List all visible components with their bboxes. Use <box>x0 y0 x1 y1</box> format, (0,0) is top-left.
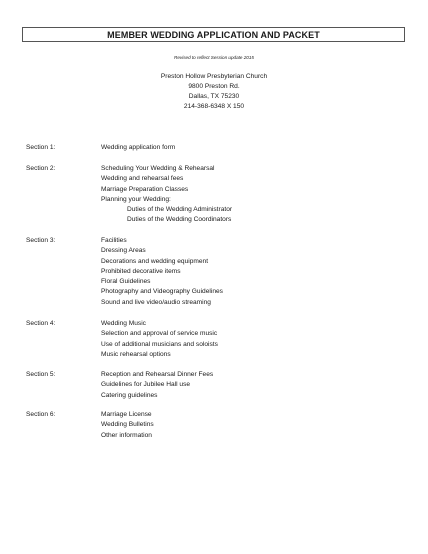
section-item: Dressing Areas <box>101 247 146 255</box>
section-item: Prohibited decorative items <box>101 267 181 275</box>
section-item: Other information <box>101 431 152 439</box>
section-item: Wedding Bulletins <box>101 421 154 429</box>
section-label: Section 3: <box>26 237 56 244</box>
section-item: Sound and live video/audio streaming <box>101 298 211 306</box>
church-street: 9800 Preston Rd. <box>188 83 240 90</box>
document-title-text: MEMBER WEDDING APPLICATION AND PACKET <box>107 29 320 40</box>
section-item: Facilities <box>101 237 127 244</box>
section-item: Wedding and rehearsal fees <box>101 175 184 183</box>
section-item: Marriage Preparation Classes <box>101 185 189 193</box>
section-label: Section 5: <box>26 371 56 378</box>
section-items <box>101 164 232 226</box>
section-item: Decorations and wedding equipment <box>101 257 209 265</box>
church-phone: 214-368-6348 X 150 <box>183 103 245 110</box>
section-item: Planning your Wedding: <box>101 195 171 203</box>
church-city: Dallas, TX 75230 <box>188 93 240 100</box>
section-items <box>101 410 154 441</box>
section-items <box>101 236 223 308</box>
section-item: Floral Guidelines <box>101 278 151 286</box>
section-item: Catering guidelines <box>101 391 158 399</box>
section-item: Photography and Videography Guidelines <box>101 288 223 296</box>
section-item: Use of additional musicians and soloists <box>101 340 218 348</box>
section-items <box>101 370 213 401</box>
section-label: Section 6: <box>26 411 56 418</box>
section-item: Reception and Rehearsal Dinner Fees <box>101 371 214 378</box>
section-item: Guidelines for Jubilee Hall use <box>101 381 191 389</box>
church-name: Preston Hollow Presbyterian Church <box>160 73 268 80</box>
section-item: Selection and approval of service music <box>101 330 218 338</box>
section-item: Marriage License <box>101 411 152 418</box>
revised-note: Revised to reflect Session update 2015 <box>174 55 254 60</box>
section-item: Wedding application form <box>101 144 176 151</box>
section-subitem: Duties of the Wedding Coordinators <box>127 216 232 224</box>
section-item: Wedding Music <box>101 320 146 327</box>
section-label: Section 2: <box>26 165 56 172</box>
section-label: Section 4: <box>26 320 56 327</box>
section-item: Music rehearsal options <box>101 350 171 358</box>
section-items <box>101 143 175 153</box>
section-item: Scheduling Your Wedding & Rehearsal <box>101 165 215 172</box>
section-items <box>101 319 218 360</box>
section-subitem: Duties of the Wedding Administrator <box>127 206 233 214</box>
section-label: Section 1: <box>26 144 56 151</box>
